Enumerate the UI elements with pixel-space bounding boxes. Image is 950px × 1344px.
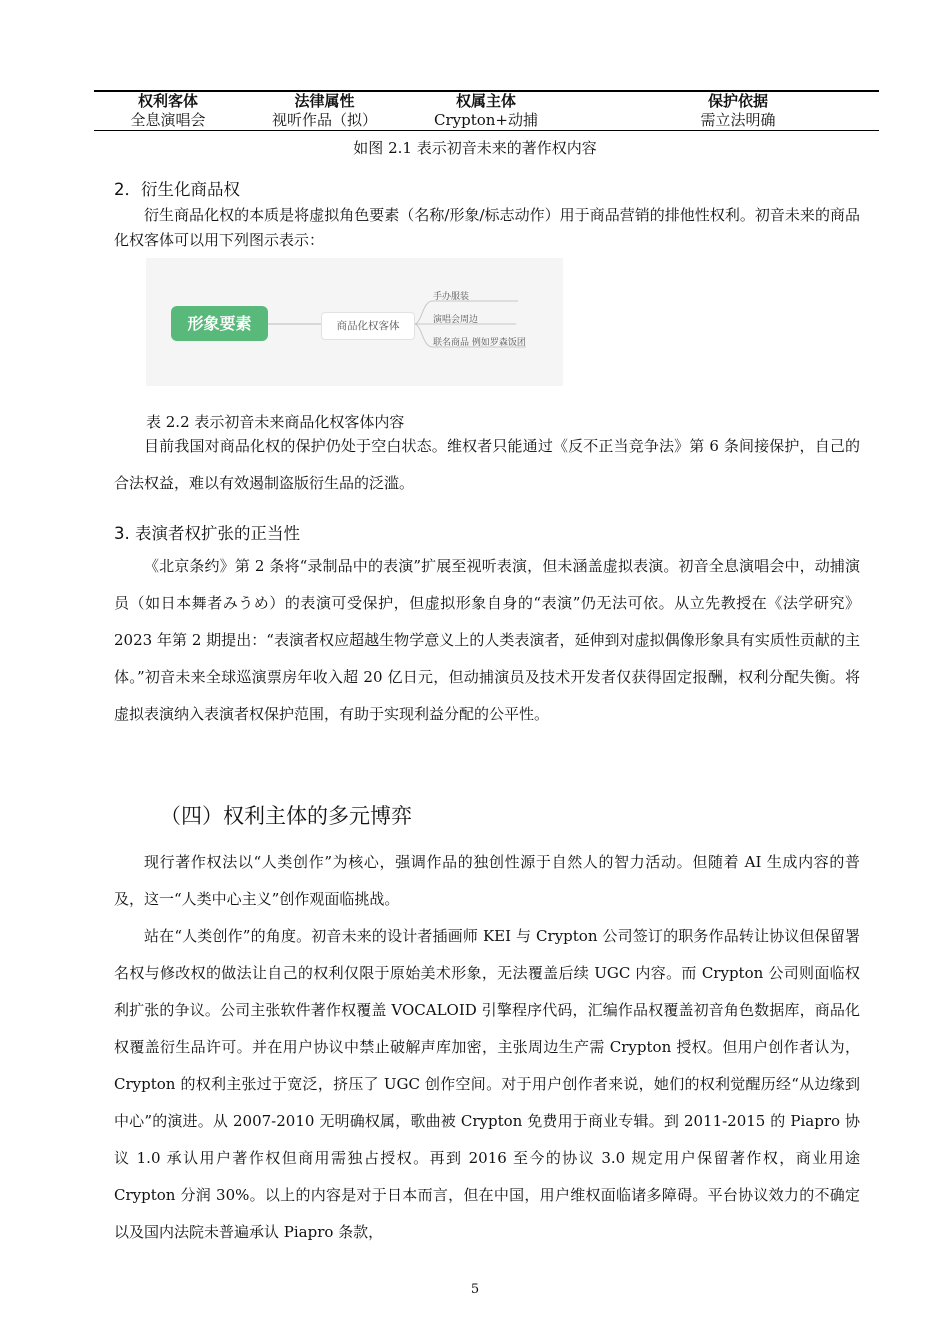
- table-cell: 全息演唱会: [130, 111, 206, 129]
- figure-caption: 如图 2.1 表示初音未来的著作权内容: [353, 139, 597, 157]
- table-row: [94, 111, 879, 130]
- section-heading: 2．衍生化商品权: [114, 180, 240, 199]
- table-header-cell: 权利客体: [137, 92, 198, 110]
- table-caption: 表 2.2 表示初音未来商品化权客体内容: [146, 413, 405, 431]
- paragraph-text: 现行著作权法以“人类创作”为核心，强调作品的独创性源于自然人的智力活动。但随着 AI 生成内容的普及，这一“人类中心主义”创作观面临挑战。: [114, 853, 860, 908]
- rights-table: [94, 90, 879, 131]
- table-cell: Crypton+动捕: [433, 111, 538, 129]
- paragraph: [114, 844, 860, 1251]
- paragraph-text: 目前我国对商品化权的保护仍处于空白状态。维权者只能通过《反不正当竞争法》第 6 条间接保护，自己的合法权益，难以有效遏制盗版衍生品的泛滥。: [114, 437, 860, 492]
- table-header-row: [94, 92, 879, 111]
- section-heading: 3. 表演者权扩张的正当性: [114, 524, 300, 543]
- paragraph: [114, 428, 860, 502]
- mindmap-leaf-node: 联名商品 例如罗森饭团: [433, 338, 526, 348]
- chapter-heading: （四）权利主体的多元博弈: [160, 804, 412, 828]
- paragraph: [114, 548, 860, 733]
- paragraph-text: 《北京条约》第 2 条将“录制品中的表演”扩展至视听表演，但未涵盖虚拟表演。初音全息演唱会中，动捕演员（如日本舞者みうめ）的表演可受保护，但虚拟形象自身的“表演”仍无法可依。从立先教授在《法学研究》2023 年第 2 期提出：“表演者权应超越生物学意义上的人类表演者，延伸到对虚拟偶像形象具有实质性贡献的主体。”初音未来全球巡演票房年收入超 20 亿日元，但动捕演员及技术开发者仅获得固定报酬，权利分配失衡。将虚拟表演纳入表演者权保护范围，有助于实现利益分配的公平性。: [114, 557, 860, 723]
- mindmap-diagram: [146, 258, 563, 386]
- table-cell: 视听作品（拟）: [271, 111, 377, 129]
- table-header-cell: 法律属性: [294, 92, 355, 110]
- table-header-cell: 权属主体: [455, 92, 516, 110]
- paragraph-text: 站在“人类创作”的角度。初音未来的设计者插画师 KEI 与 Crypton 公司签订的职务作品转让协议但保留署名权与修改权的做法让自己的权利仅限于原始美术形象，无法覆盖后续 UGC 内容。而 Crypton 公司则面临权利扩张的争议。公司主张软件著作权覆盖 VOCALOID 引擎程序代码，汇编作品权覆盖初音角色数据库，商品化权覆盖衍生品许可。并在用户协议中禁止破解声库加密，主张周边生产需 Crypton 授权。但用户创作者认为，Crypton 的权利主张过于宽泛，挤压了 UGC 创作空间。对于用户创作者来说，她们的权利觉醒历经“从边缘到中心”的演进。从 2007-2010 无明确权属，歌曲被 Crypton 免费用于商业专辑。到 2011-2015 的 Piapro 协议 1.0 承认用户著作权但商用需独占授权。再到 2016 至今的协议 3.0 规定用户保留著作权，商业用途 Crypton 分润 30%。以上的内容是对于日本而言，但在中国，用户维权面临诸多障碍。平台协议效力的不确定以及国内法院未普遍承认 Piapro 条款，: [114, 927, 860, 1241]
- page-number: 5: [470, 1282, 480, 1297]
- paragraph: [114, 203, 860, 253]
- mindmap-middle-node: 商品化权客体: [321, 312, 415, 340]
- table-cell: 需立法明确: [700, 111, 776, 129]
- mindmap-leaf-node: 手办服装: [433, 292, 470, 302]
- mindmap-leaf-node: 演唱会周边: [433, 315, 479, 325]
- mindmap-root-node: 形象要素: [171, 306, 268, 341]
- paragraph-text: 衍生商品化权的本质是将虚拟角色要素（名称/形象/标志动作）用于商品营销的排他性权利。初音未来的商品化权客体可以用下列图示表示：: [114, 206, 860, 249]
- table-header-cell: 保护依据: [707, 92, 768, 110]
